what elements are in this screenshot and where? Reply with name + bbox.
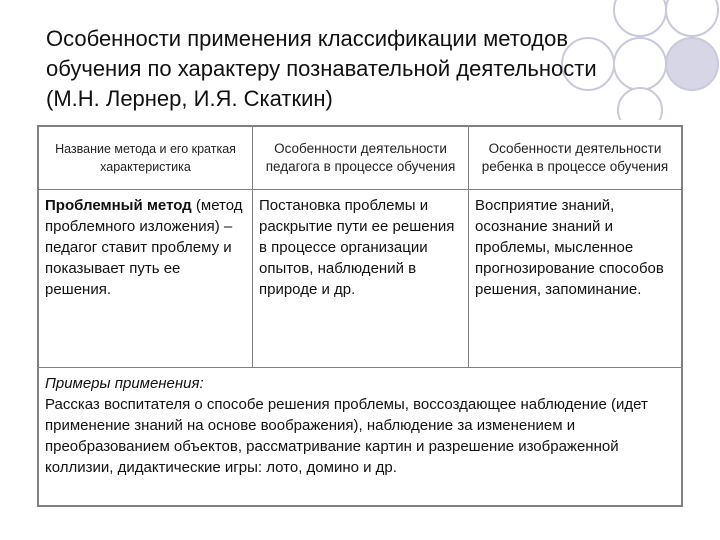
- examples-label: Примеры применения:: [45, 375, 204, 392]
- method-cell: [39, 189, 253, 367]
- table-row: [39, 189, 681, 368]
- method-description: (метод проблемного изложения) – педагог ставит проблему и показывает путь ее решения.: [45, 197, 243, 298]
- header-child: Особенности деятельности ребенка в процессе обучения: [481, 141, 669, 174]
- examples-cell: [39, 367, 681, 478]
- examples-text: Рассказ воспитателя о способе решения проблемы, воссоздающее наблюдение (идет применение знаний на основе воображения), наблюдение за изменением и преобразованием объектов, рассматривание картин и разрешение изображенной коллизии, дидактические игры: лото, домино и др.: [45, 396, 648, 476]
- methods-table: [37, 125, 683, 507]
- header-method: Название метода и его краткая характеристика: [39, 127, 253, 189]
- slide-title: Особенности применения классификации методов обучения по характеру познавательной деятельности (М.Н. Лернер, И.Я. Скаткин): [46, 26, 597, 111]
- teacher-cell: Постановка проблемы и раскрытие пути ее решения в процессе организации опытов, наблюдений в природе и др.: [253, 189, 469, 367]
- method-name: Проблемный метод: [45, 197, 192, 214]
- header-teacher: Особенности деятельности педагога в процессе обучения: [253, 127, 469, 189]
- child-cell: Восприятие знаний, осознание знаний и проблемы, мысленное прогнозирование способов решения, запоминание.: [475, 197, 664, 298]
- table-header-row: [39, 127, 681, 190]
